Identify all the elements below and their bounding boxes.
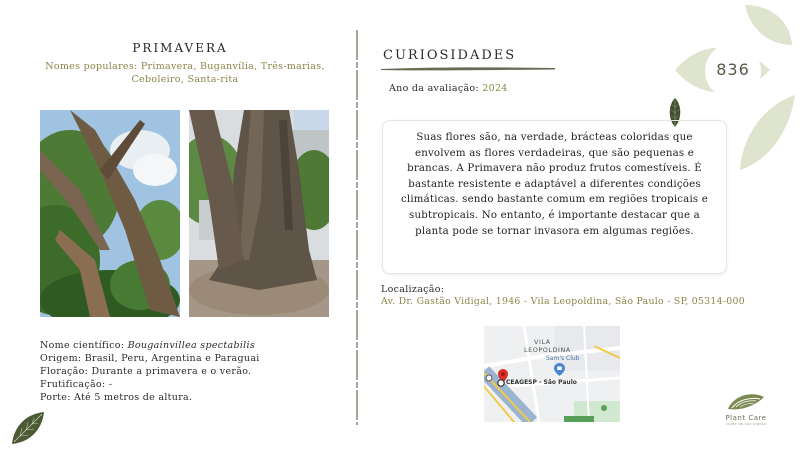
curiosities-description: Suas flores são, na verdade, brácteas coloridas que envolvem as flores verdadeiras, que são pequenas e brancas. A Primavera não produz frutos comestíveis. É bastante resistente e adaptável a diferentes condições climáticas. sendo bastante comum em regiões tropicais e subtropicais. No entanto, é importante destacar que a planta pode se tornar invasora em algumas regiões. bbox=[382, 120, 727, 274]
curiosities-title: CURIOSIDADES bbox=[383, 48, 517, 63]
fruiting: Frutificação: - bbox=[40, 379, 113, 390]
scientific-name: Bougainvillea spectabilis bbox=[127, 340, 256, 351]
location-address[interactable]: Av. Dr. Gastão Vidigal, 1946 - Vila Leopoldina, São Paulo - SP, 05314-000 bbox=[381, 296, 745, 307]
map-marker-label: CEAGESP - São Paulo bbox=[506, 379, 577, 386]
photo-plant-trunk bbox=[189, 110, 329, 317]
scientific-label: Nome científico: bbox=[40, 340, 128, 351]
logo-tagline: cuide da sua planta bbox=[725, 422, 767, 426]
logo-name: Plant Care bbox=[725, 414, 767, 422]
plant-title: PRIMAVERA bbox=[132, 41, 228, 55]
shopping-icon bbox=[554, 363, 565, 376]
evaluation-year bbox=[389, 83, 508, 94]
year-value: 2024 bbox=[482, 83, 508, 94]
map-district-line1: VILA bbox=[534, 338, 551, 346]
location-map[interactable] bbox=[484, 326, 620, 422]
logo-icon bbox=[726, 391, 766, 413]
vertical-divider bbox=[356, 30, 358, 425]
photo-plant-canopy bbox=[40, 110, 180, 317]
evaluation-number: 836 bbox=[716, 60, 750, 79]
flowering: Floração: Durante a primavera e o verão. bbox=[40, 366, 252, 377]
size: Porte: Até 5 metros de altura. bbox=[40, 392, 193, 403]
popular-names: Nomes populares: Primavera, Buganvília, Três-marias, Ceboleiro, Santa-rita bbox=[45, 61, 325, 85]
map-poi: Sam's Club bbox=[546, 355, 580, 362]
plant-details bbox=[40, 339, 340, 404]
scientific-name-row bbox=[40, 339, 340, 352]
leaf-icon bbox=[8, 408, 48, 448]
brand-logo bbox=[716, 391, 776, 426]
location-label: Localização: bbox=[381, 284, 445, 295]
map-district-line2: LEOPOLDINA bbox=[524, 346, 571, 354]
title-underline bbox=[381, 66, 556, 72]
location-dot-icon bbox=[497, 379, 505, 387]
year-label: Ano da avaliação: bbox=[389, 83, 483, 94]
origin: Origem: Brasil, Peru, Argentina e Paraguai bbox=[40, 353, 260, 364]
